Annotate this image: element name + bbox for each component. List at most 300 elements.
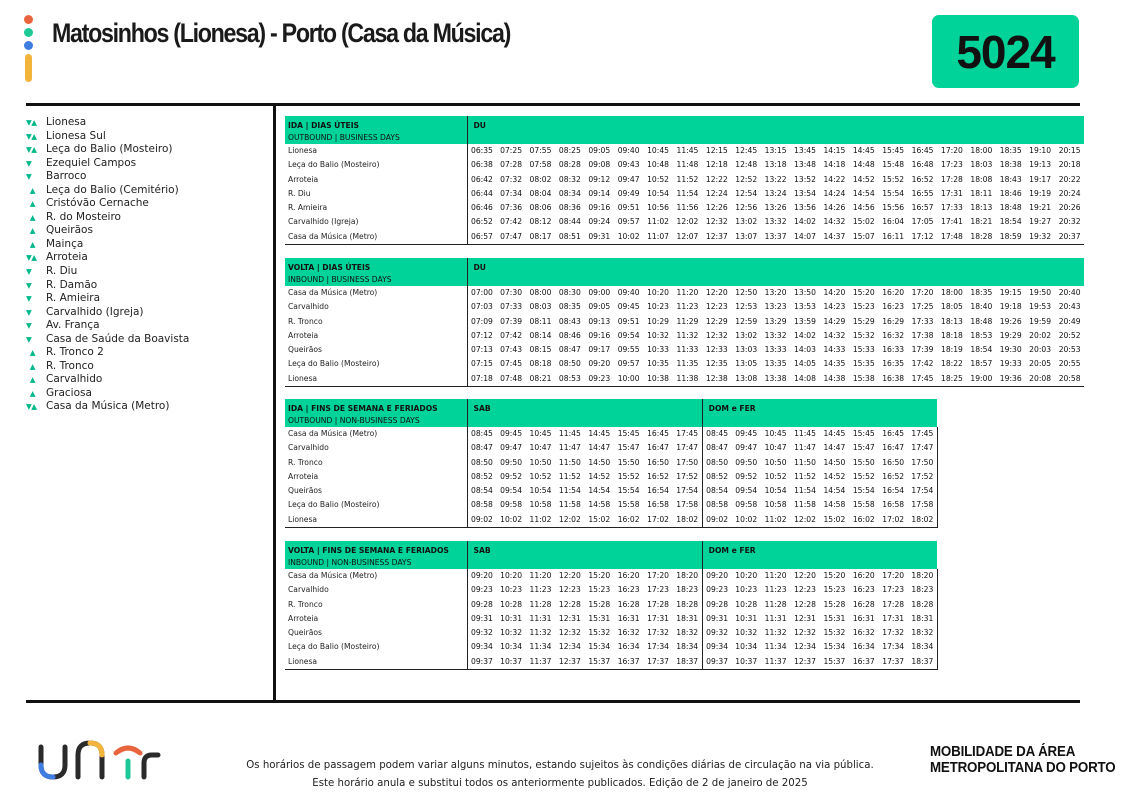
departure-time: 14:47	[588, 443, 611, 453]
row-stop-name: Arroteia	[288, 471, 319, 481]
departure-time: 17:50	[676, 457, 699, 467]
departure-time: 10:23	[647, 302, 669, 312]
departure-time: 08:51	[555, 230, 584, 245]
departure-time: 17:32	[647, 628, 669, 638]
departure-time: 11:38	[673, 372, 702, 387]
departure-time: 09:47	[500, 443, 523, 453]
departure-time: 20:05	[1029, 359, 1052, 369]
departure-time: 09:12	[588, 174, 611, 184]
departure-time: 15:20	[852, 288, 875, 297]
departure-time: 11:45	[676, 146, 699, 155]
departure-time: 10:54	[647, 188, 669, 198]
departure-time: 17:05	[911, 217, 934, 227]
row-stop-name: R. Tronco	[288, 599, 323, 609]
departure-time: 11:54	[558, 486, 581, 496]
departure-time: 09:05	[588, 302, 611, 312]
departure-time: 10:56	[647, 203, 669, 213]
row-stop-name: Arroteia	[288, 330, 319, 340]
departure-time: 18:34	[908, 640, 938, 654]
table-row	[285, 484, 937, 498]
row-stop-name: Arroteia	[288, 174, 319, 184]
departure-time: 10:23	[500, 585, 523, 595]
departure-time: 07:48	[496, 372, 525, 387]
stop-name: Ezequiel Campos	[46, 156, 137, 169]
departure-time: 18:23	[676, 585, 699, 595]
departure-time: 12:38	[702, 372, 731, 387]
departure-time: 09:50	[500, 457, 523, 467]
direction-arrows-icon: ▼	[26, 158, 32, 168]
departure-time: 15:34	[823, 642, 846, 652]
direction-arrows-icon: ▲	[26, 361, 36, 371]
departure-time: 08:54	[467, 484, 496, 498]
departure-time: 08:35	[558, 302, 581, 312]
departure-time: 18:25	[937, 372, 966, 387]
departure-time: 07:32	[500, 174, 523, 184]
departure-time: 20:49	[1058, 316, 1081, 326]
departure-time: 15:52	[617, 471, 640, 481]
departure-time: 19:30	[999, 345, 1022, 355]
departure-time: 10:34	[500, 642, 523, 652]
departure-time: 08:45	[467, 427, 496, 441]
departure-time: 10:52	[764, 471, 787, 481]
header-spacer	[467, 413, 702, 427]
departure-time: 07:09	[467, 315, 496, 329]
departure-time: 08:50	[467, 456, 496, 470]
departure-time: 15:07	[849, 230, 878, 245]
departure-time: 18:20	[908, 569, 938, 583]
departure-time: 17:28	[882, 599, 905, 609]
departure-time: 08:14	[529, 330, 552, 340]
departure-time: 10:00	[614, 372, 643, 387]
departure-time: 11:52	[676, 174, 699, 184]
departure-time: 15:58	[852, 500, 875, 510]
departure-time: 09:14	[588, 188, 611, 198]
departure-time: 08:17	[526, 230, 555, 245]
departure-time: 11:58	[794, 500, 816, 510]
departure-time: 12:20	[705, 288, 728, 297]
departure-time: 08:34	[558, 188, 581, 198]
departure-time: 13:02	[735, 217, 758, 227]
departure-time: 12:54	[735, 188, 758, 198]
departure-time: 15:52	[852, 471, 875, 481]
departure-time: 13:59	[794, 316, 816, 326]
table-row	[285, 655, 937, 670]
departure-time: 14:38	[820, 372, 849, 387]
direction-arrows-icon: ▼▲	[26, 131, 37, 141]
departure-time: 16:54	[882, 486, 905, 496]
departure-time: 20:40	[1058, 288, 1081, 297]
departure-time: 19:10	[1029, 146, 1052, 155]
departure-time: 12:23	[794, 585, 816, 595]
stop-list-item	[26, 319, 271, 333]
departure-time: 12:22	[705, 174, 728, 184]
departure-time: 14:32	[823, 217, 846, 227]
departure-time: 13:50	[794, 288, 816, 297]
stop-list-item	[26, 373, 271, 387]
stop-list	[26, 116, 271, 414]
direction-arrows-icon: ▼	[26, 307, 32, 317]
departure-time: 17:45	[908, 427, 938, 441]
departure-time: 11:56	[676, 203, 699, 213]
departure-time: 17:02	[643, 513, 672, 528]
departure-time: 08:43	[558, 316, 581, 326]
departure-time: 11:02	[526, 513, 555, 528]
departure-time: 09:17	[588, 345, 611, 355]
departure-time: 18:11	[970, 188, 993, 198]
departure-time: 20:52	[1058, 330, 1081, 340]
departure-time: 10:31	[500, 613, 523, 623]
departure-time: 12:23	[705, 302, 728, 312]
departure-time: 12:28	[558, 599, 581, 609]
departure-time: 07:47	[496, 230, 525, 245]
departure-time: 14:45	[852, 146, 875, 155]
departure-time: 15:56	[882, 203, 905, 213]
departure-time: 12:20	[558, 571, 581, 580]
departure-time: 08:52	[467, 470, 496, 484]
stop-list-item	[26, 197, 271, 211]
departure-time: 12:53	[735, 302, 758, 312]
stop-list-item	[26, 265, 271, 279]
departure-time: 09:54	[735, 486, 758, 496]
departure-time: 13:45	[794, 146, 816, 155]
departure-time: 14:22	[823, 174, 846, 184]
direction-arrows-icon: ▲	[26, 185, 36, 195]
departure-time: 16:31	[852, 613, 875, 623]
departure-time: 10:20	[647, 288, 669, 297]
direction-arrows-icon: ▲	[26, 226, 36, 236]
departure-time: 15:02	[585, 513, 614, 528]
departure-time: 13:32	[764, 330, 787, 340]
departure-time: 12:20	[794, 571, 816, 580]
departure-time: 09:05	[588, 146, 611, 155]
departure-time: 09:52	[735, 471, 758, 481]
departure-time: 17:38	[911, 330, 934, 340]
departure-time: 09:28	[702, 598, 731, 612]
stop-list-item	[26, 116, 271, 130]
departure-time: 12:29	[705, 316, 728, 326]
departure-time: 20:02	[1029, 330, 1052, 340]
stop-name: Leça do Balio (Mosteiro)	[46, 143, 173, 156]
departure-time: 18:59	[996, 230, 1025, 245]
departure-time: 13:03	[735, 345, 758, 355]
bottom-divider	[26, 700, 1080, 703]
table-row	[285, 158, 1084, 172]
direction-arrows-icon: ▼	[26, 294, 32, 304]
departure-time: 14:07	[790, 230, 819, 245]
stop-list-item	[26, 238, 271, 252]
departure-time: 20:15	[1058, 146, 1081, 155]
departure-time: 18:28	[676, 599, 699, 609]
table-row	[285, 329, 1084, 343]
departure-time: 08:53	[555, 372, 584, 387]
departure-time: 11:20	[676, 288, 699, 297]
departure-time: 15:48	[882, 160, 905, 170]
departure-time: 16:20	[882, 288, 905, 297]
departure-time: 16:50	[882, 457, 905, 467]
departure-time: 14:54	[823, 486, 846, 496]
departure-time: 07:42	[500, 217, 523, 227]
departure-time: 09:16	[588, 330, 611, 340]
departure-time: 17:52	[908, 470, 938, 484]
direction-arrows-icon: ▼▲	[26, 253, 37, 263]
departure-time: 16:35	[882, 359, 905, 369]
departure-time: 11:23	[529, 585, 552, 595]
departure-time: 17:47	[908, 441, 938, 455]
departure-time: 11:45	[558, 429, 581, 438]
departure-time: 20:18	[1058, 160, 1081, 170]
departure-time: 16:54	[647, 486, 669, 496]
stop-name: Arroteia	[46, 251, 88, 264]
departure-time: 18:48	[999, 203, 1022, 213]
departure-time: 17:31	[941, 188, 963, 198]
departure-time: 16:02	[849, 513, 878, 528]
departure-time: 11:58	[558, 500, 581, 510]
departure-time: 14:52	[823, 471, 846, 481]
stop-list-item	[26, 184, 271, 198]
departure-time: 11:32	[676, 330, 699, 340]
departure-time: 15:23	[823, 585, 846, 595]
departure-time: 09:55	[617, 345, 640, 355]
departure-time: 09:23	[585, 372, 614, 387]
departure-time: 07:55	[529, 146, 552, 155]
row-stop-name: Lionesa	[285, 513, 467, 528]
departure-time: 12:37	[555, 655, 584, 670]
departure-time: 15:47	[852, 443, 875, 453]
departure-time: 09:34	[467, 640, 496, 654]
departure-time: 16:23	[617, 585, 640, 595]
departure-time: 06:38	[467, 158, 496, 172]
footer-note-variation: Os horários de passagem podem variar alguns minutos, estando sujeitos às condições diárias de circulação na via pública.	[246, 760, 874, 771]
table-row	[285, 441, 937, 455]
table-row	[285, 598, 937, 612]
departure-time: 14:56	[852, 203, 875, 213]
departure-time: 15:28	[823, 599, 846, 609]
departure-time: 19:17	[1029, 174, 1052, 184]
departure-time: 16:48	[911, 160, 934, 170]
departure-time: 15:35	[852, 359, 875, 369]
day-type-header: SAB	[467, 399, 702, 413]
departure-time: 17:28	[941, 174, 963, 184]
departure-time: 07:58	[529, 160, 552, 170]
departure-time: 18:22	[941, 359, 963, 369]
departure-time: 10:54	[529, 486, 552, 496]
departure-time: 06:46	[467, 201, 496, 215]
header-spacer	[702, 555, 937, 569]
departure-time: 09:08	[588, 160, 611, 170]
departure-time: 12:07	[673, 230, 702, 245]
departure-time: 14:18	[823, 160, 846, 170]
row-stop-name: Carvalhido	[288, 302, 329, 312]
departure-time: 19:13	[1029, 160, 1052, 170]
departure-time: 17:41	[941, 217, 963, 227]
departure-time: 14:05	[794, 359, 816, 369]
departure-time: 09:34	[702, 640, 731, 654]
departure-time: 17:33	[911, 316, 934, 326]
day-type-header: DOM e FER	[702, 541, 937, 555]
direction-arrows-icon: ▼	[26, 334, 32, 344]
stop-name: Cristóvão Cernache	[46, 197, 149, 210]
departure-time: 06:42	[467, 173, 496, 187]
departure-time: 10:28	[735, 599, 758, 609]
departure-time: 16:23	[852, 585, 875, 595]
departure-time: 20:03	[1029, 345, 1052, 355]
departure-time: 20:26	[1058, 203, 1081, 213]
table-row	[285, 569, 937, 583]
departure-time: 12:37	[702, 230, 731, 245]
departure-time: 15:33	[852, 345, 875, 355]
departure-time: 09:58	[500, 500, 523, 510]
departure-time: 14:50	[588, 457, 611, 467]
departure-time: 18:00	[970, 146, 993, 155]
departure-time: 15:54	[852, 486, 875, 496]
departure-time: 07:25	[500, 146, 523, 155]
top-divider	[26, 103, 1080, 106]
departure-time: 16:52	[882, 471, 905, 481]
departure-time: 09:00	[588, 288, 611, 297]
departure-time: 15:50	[852, 457, 875, 467]
departure-time: 18:46	[999, 188, 1022, 198]
departure-time: 20:53	[1058, 345, 1081, 355]
departure-time: 17:54	[908, 484, 938, 498]
stop-list-item	[26, 346, 271, 360]
departure-time: 10:02	[732, 513, 761, 528]
departure-time: 15:29	[852, 316, 875, 326]
departure-time: 07:13	[467, 343, 496, 357]
departure-time: 15:45	[852, 429, 875, 438]
table-title: IDA | DIAS ÚTEIS	[285, 116, 467, 130]
departure-time: 10:35	[647, 359, 669, 369]
departure-time: 19:53	[1029, 302, 1052, 312]
departure-time: 18:28	[908, 598, 938, 612]
departure-time: 15:31	[823, 613, 846, 623]
departure-time: 08:58	[467, 498, 496, 512]
row-stop-name: Carvalhido (Igreja)	[288, 217, 359, 227]
direction-arrows-icon: ▼	[26, 321, 32, 331]
header-spacer	[467, 130, 1084, 144]
stop-name: Barroco	[46, 170, 87, 183]
departure-time: 07:39	[500, 316, 523, 326]
departure-time: 09:50	[735, 457, 758, 467]
departure-time: 11:33	[676, 345, 699, 355]
stop-name: Graciosa	[46, 386, 92, 399]
departure-time: 11:50	[794, 457, 816, 467]
departure-time: 18:57	[970, 359, 993, 369]
departure-time: 15:20	[823, 571, 846, 580]
departure-time: 10:38	[643, 372, 672, 387]
departure-time: 09:47	[735, 443, 758, 453]
departure-time: 14:15	[823, 146, 846, 155]
departure-time: 12:56	[735, 203, 758, 213]
departure-time: 13:08	[732, 372, 761, 387]
departure-time: 13:35	[764, 359, 787, 369]
row-stop-name: Casa da Música (Metro)	[288, 429, 378, 438]
departure-time: 12:02	[555, 513, 584, 528]
departure-time: 10:20	[735, 571, 758, 580]
stop-list-item	[26, 400, 271, 414]
departure-time: 19:15	[999, 288, 1022, 297]
departure-time: 15:45	[617, 429, 640, 438]
departure-time: 11:20	[529, 571, 552, 580]
departure-time: 15:32	[823, 628, 846, 638]
table-title: VOLTA | FINS DE SEMANA E FERIADOS	[285, 541, 467, 555]
departure-time: 13:38	[761, 372, 790, 387]
departure-time: 16:04	[882, 217, 905, 227]
departure-time: 14:29	[823, 316, 846, 326]
departure-time: 08:58	[702, 498, 731, 512]
departure-time: 10:45	[764, 429, 787, 438]
row-stop-name: Lionesa	[285, 372, 467, 387]
departure-time: 11:50	[558, 457, 581, 467]
departure-time: 16:23	[882, 302, 905, 312]
departure-time: 18:37	[673, 655, 702, 670]
departure-time: 18:23	[908, 583, 938, 597]
stop-name: Av. França	[46, 319, 100, 332]
departure-time: 16:52	[647, 471, 669, 481]
day-type-header: DU	[467, 116, 1084, 130]
departure-time: 08:50	[558, 359, 581, 369]
departure-time: 17:39	[911, 345, 934, 355]
departure-time: 09:13	[588, 316, 611, 326]
departure-time: 14:24	[823, 188, 846, 198]
departure-time: 16:31	[617, 613, 640, 623]
departure-time: 18:03	[970, 160, 993, 170]
departure-time: 20:37	[1055, 230, 1085, 245]
departure-time: 18:35	[970, 288, 993, 297]
departure-time: 15:02	[852, 217, 875, 227]
table-row	[285, 498, 937, 512]
table-row	[285, 640, 937, 654]
departure-time: 13:22	[764, 174, 787, 184]
departure-time: 18:54	[970, 345, 993, 355]
departure-time: 19:59	[1029, 316, 1052, 326]
departure-time: 07:42	[500, 330, 523, 340]
departure-time: 09:57	[617, 217, 640, 227]
stop-name: R. Amieira	[46, 292, 101, 305]
departure-time: 10:45	[647, 146, 669, 155]
departure-time: 09:54	[617, 330, 640, 340]
table-row	[285, 230, 1084, 245]
departure-time: 08:46	[558, 330, 581, 340]
departure-time: 17:45	[676, 429, 699, 438]
departure-time: 15:32	[852, 330, 875, 340]
brand-dots-icon	[24, 15, 34, 82]
departure-time: 15:20	[588, 571, 611, 580]
departure-time: 13:52	[794, 174, 816, 184]
departure-time: 17:20	[647, 571, 669, 580]
departure-time: 14:23	[823, 302, 846, 312]
direction-arrows-icon: ▼	[26, 280, 32, 290]
departure-time: 07:03	[467, 300, 496, 314]
departure-time: 08:28	[558, 160, 581, 170]
stop-list-item	[26, 306, 271, 320]
day-type-header: SAB	[467, 541, 702, 555]
direction-arrows-icon: ▲	[26, 199, 36, 209]
departure-time: 11:48	[676, 160, 699, 170]
departure-time: 11:29	[676, 316, 699, 326]
departure-time: 12:59	[735, 316, 758, 326]
departure-time: 17:37	[643, 655, 672, 670]
departure-time: 10:33	[647, 345, 669, 355]
departure-time: 09:45	[735, 429, 758, 438]
departure-time: 16:45	[882, 429, 905, 438]
departure-time: 14:45	[823, 429, 846, 438]
departure-time: 09:37	[467, 655, 496, 670]
departure-time: 16:47	[882, 443, 905, 453]
departure-time: 18:40	[970, 302, 993, 312]
table-row	[285, 315, 1084, 329]
departure-time: 19:33	[999, 359, 1022, 369]
stop-list-item	[26, 224, 271, 238]
